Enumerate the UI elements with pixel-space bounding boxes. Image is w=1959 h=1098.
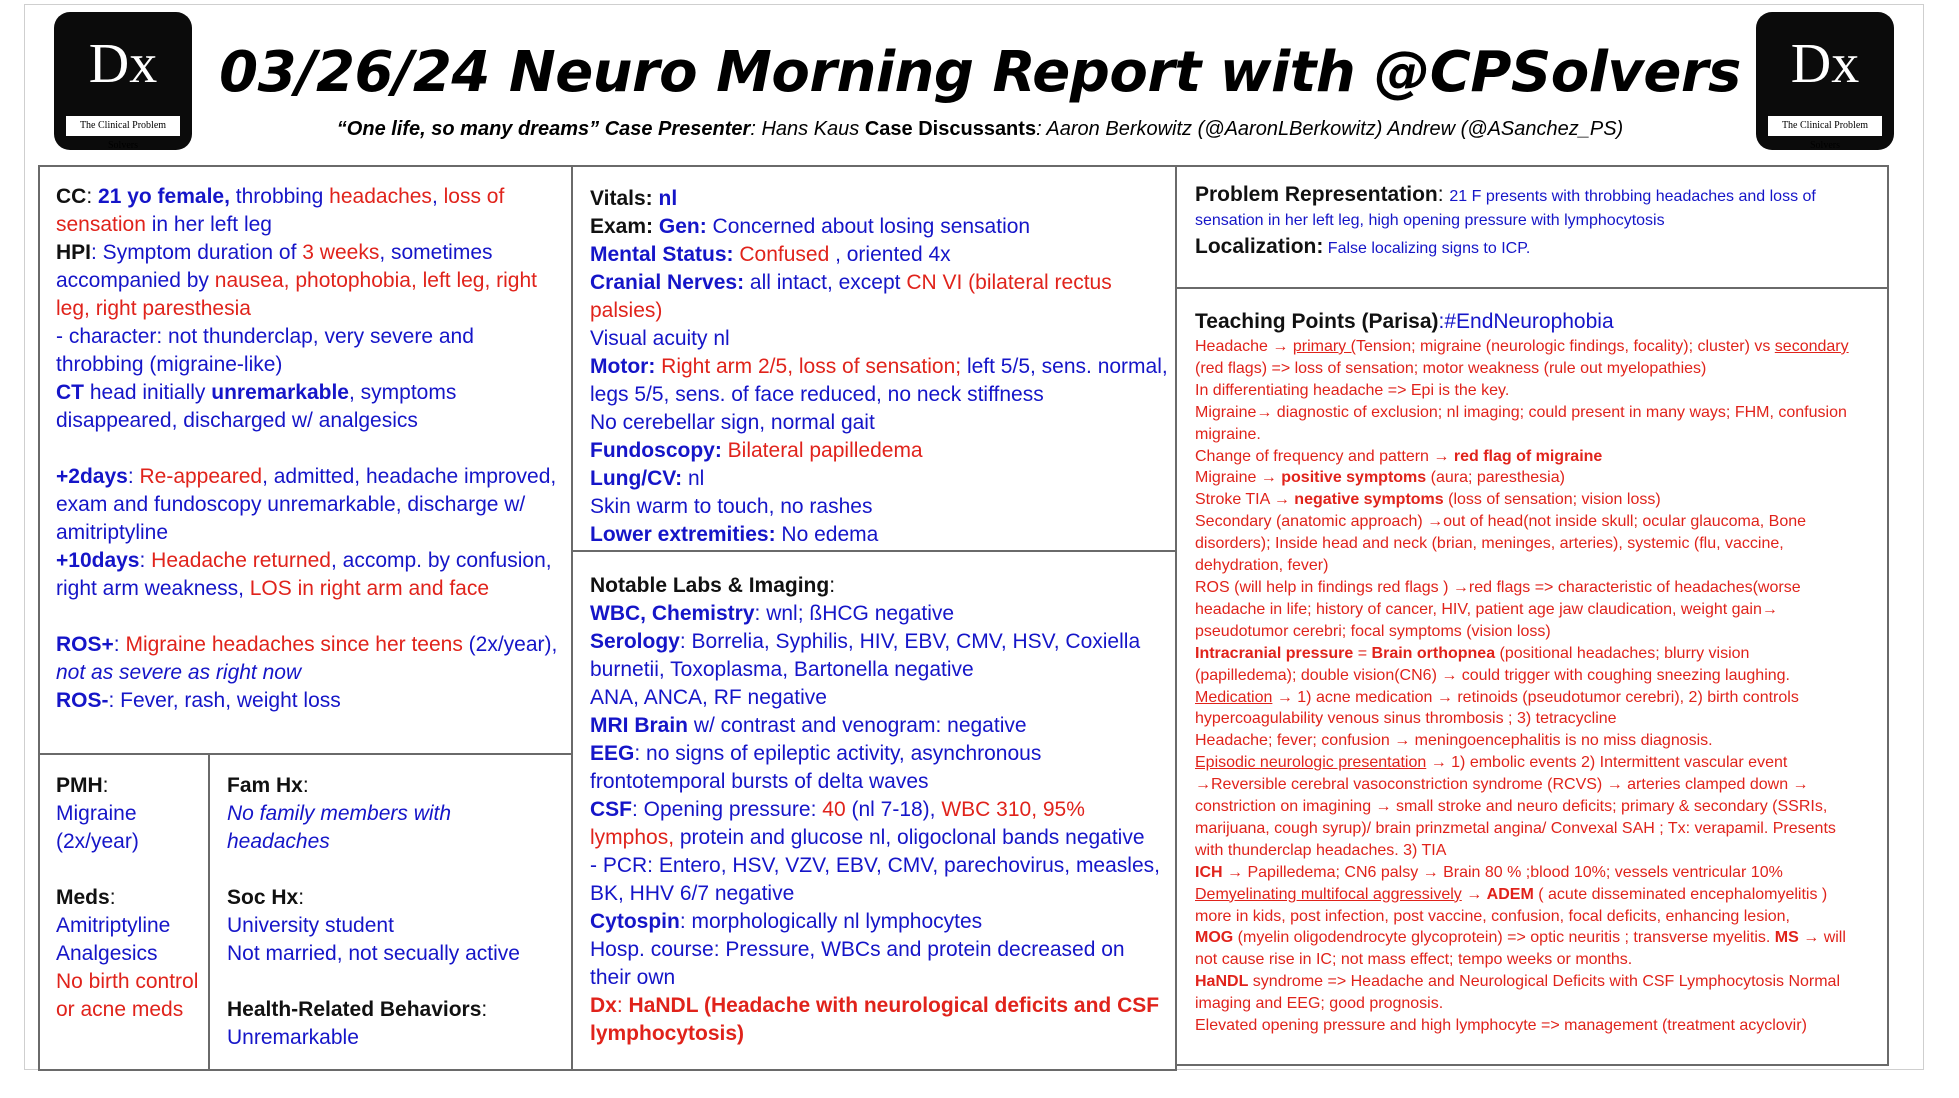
character-line: - character: not thunderclap, very severe and throbbing (migraine-like): [56, 325, 474, 376]
problem-representation-value: 21 F presents with throbbing headaches and loss of sensation in her left leg, high opening pressure with lymphocytosis: [1195, 188, 1816, 229]
teaching-point: Migraine→ diagnostic of exclusion; nl imaging; could present in many ways; FHM, confusion migraine.: [1195, 403, 1847, 443]
fundoscopy-label: Fundoscopy:: [590, 439, 722, 462]
logo-tagline: The Clinical Problem Solvers: [66, 116, 180, 136]
exam-label: Exam:: [590, 215, 654, 238]
localization-label: Localization:: [1195, 235, 1324, 258]
plus2-line: +2days: Re-appeared, admitted, headache improved, exam and fundoscopy unremarkable, discharge w/ amitriptyline: [56, 465, 557, 544]
case-title: “One life, so many dreams”: [336, 118, 600, 140]
logo-dx-text: Dx: [1790, 33, 1860, 95]
family-social-content: Fam Hx: No family members with headaches Soc Hx: University student Not married, not secually active Health-Related Behaviors: Unremarkable: [227, 772, 567, 1052]
teaching-point: Secondary (anatomic approach) →out of head(not inside skull; ocular glaucoma, Bone disorders); Inside head and neck (brian, meninges, arteries), systemic (flu, vaccine, dehydration, fever): [1195, 513, 1807, 575]
eeg-line: EEG: no signs of epileptic activity, asynchronous frontotemporal bursts of delta waves: [590, 742, 1042, 793]
problem-representation-line: Problem Representation: 21 F presents with throbbing headaches and loss of sensation in her left leg, high opening pressure with lymphocytosis: [1195, 183, 1816, 229]
cerebellar-line: No cerebellar sign, normal gait: [590, 411, 875, 434]
soc-hx-item-1: University student: [227, 914, 394, 937]
plus10-line: +10days: Headache returned, accomp. by confusion, right arm weakness, LOS in right arm and face: [56, 549, 552, 600]
cytospin-line: Cytospin: morphologically nl lymphocytes: [590, 910, 983, 933]
mental-status-line: Mental Status: Confused , oriented 4x: [590, 243, 951, 266]
cc-age-sex: 21 yo female,: [98, 185, 230, 208]
teaching-points-hashtag: :#EndNeurophobia: [1438, 310, 1614, 333]
soc-hx-item-2: Not married, not secually active: [227, 942, 520, 965]
teaching-point: Headache → primary (Tension; migraine (neurologic findings, focality); cluster) vs secondary (red flags) => loss of sensation; motor weakness (rule out myelopathies): [1195, 338, 1849, 377]
cranial-nerves-label: Cranial Nerves:: [590, 271, 745, 294]
teaching-point: ROS (will help in findings red flags ) →red flags => characteristic of headaches(worse headache in life; history of cancer, HIV, patient age jaw claudication, weight gain→ pseudotumor cerebri; focal symptoms (vision loss): [1195, 578, 1801, 640]
logo-dx-text: Dx: [88, 33, 158, 95]
teaching-point: Change of frequency and pattern → red flag of migraine: [1195, 447, 1603, 465]
logo-tagline: The Clinical Problem Solvers: [1768, 116, 1882, 136]
diagnosis-line: Dx: HaNDL (Headache with neurological deficits and CSF lymphocytosis): [590, 994, 1160, 1045]
soc-hx-label: Soc Hx: [227, 886, 299, 909]
ana-line: ANA, ANCA, RF negative: [590, 686, 827, 709]
csf-line: CSF: Opening pressure: 40 (nl 7-18), WBC 310, 95% lymphos, protein and glucose nl, oligoclonal bands negative: [590, 798, 1145, 849]
teaching-point: Migraine → positive symptoms (aura; paresthesia): [1195, 469, 1565, 487]
logo-left: [54, 12, 192, 150]
pmh-content: PMH: Migraine (2x/year) Meds: Amitriptyline Analgesics No birth control or acne meds: [56, 772, 206, 1024]
mri-line: MRI Brain w/ contrast and venogram: negative: [590, 714, 1027, 737]
health-behaviors-label: Health-Related Behaviors: [227, 998, 482, 1021]
ros-negative-line: ROS-: Fever, rash, weight loss: [56, 689, 341, 712]
vitals-line: Vitals: nl: [590, 187, 678, 210]
ros-positive-label: ROS+: [56, 633, 114, 656]
hpi-label: HPI: [56, 241, 92, 264]
diagnosis-label: Dx: [590, 994, 617, 1017]
teaching-point: Stroke TIA → negative symptoms (loss of sensation; vision loss): [1195, 491, 1661, 509]
teaching-point: Medication → 1) acne medication → retinoids (pseudotumor cerebri), 2) birth controls hypercoagulability venous sinus thrombosis ; 3) tetracycline: [1195, 688, 1799, 728]
fam-hx-value: No family members with headaches: [227, 802, 452, 853]
wbc-label: WBC, Chemistry: [590, 602, 755, 625]
meds-item-3: No birth control or acne meds: [56, 970, 199, 1021]
teaching-point: MOG (myelin oligodendrocyte glycoprotein) => optic neuritis ; transverse myelitis. MS → will not cause rise in IC; not mass effect; tempo weeks or months.: [1195, 929, 1846, 969]
ct-line: CT head initially unremarkable, symptoms disappeared, discharged w/ analgesics: [56, 381, 457, 432]
serology-line: Serology: Borrelia, Syphilis, HIV, EBV, CMV, HSV, Coxiella burnetii, Toxoplasma, Bartonella negative: [590, 630, 1141, 681]
teaching-point: Intracranial pressure = Brain orthopnea (positional headaches; blurry vision (papilledema); double vision(CN6) → could trigger with coughing sneezing laughing.: [1195, 644, 1790, 684]
teaching-points-label: Teaching Points (Parisa): [1195, 310, 1439, 333]
plus10-label: +10days: [56, 549, 140, 572]
meds-label: Meds: [56, 886, 110, 909]
skin-line: Skin warm to touch, no rashes: [590, 495, 873, 518]
fundoscopy-line: Fundoscopy: Bilateral papilledema: [590, 439, 923, 462]
exam-line: Exam: Gen: Concerned about losing sensation: [590, 215, 1031, 238]
presenter-label: Case Presenter: [604, 118, 751, 140]
labs-imaging-content: [590, 572, 1170, 1048]
problem-representation-content: [1195, 183, 1885, 263]
localization-value: False localizing signs to ICP.: [1323, 240, 1531, 257]
ros-positive-line: ROS+: Migraine headaches since her teens (2x/year), not as severe as right now: [56, 633, 558, 684]
pcr-line: - PCR: Entero, HSV, VZV, EBV, CMV, parechovirus, measles, BK, HHV 6/7 negative: [590, 854, 1160, 905]
pmh-value: Migraine (2x/year): [56, 802, 139, 853]
hpi-line: HPI: Symptom duration of 3 weeks, sometimes accompanied by nausea, photophobia, left leg, right leg, right paresthesia: [56, 241, 538, 320]
vitals-exam-content: [590, 185, 1170, 549]
lower-extremities-label: Lower extremities:: [590, 523, 776, 546]
labs-header: Notable Labs & Imaging:: [590, 574, 836, 597]
teaching-points-header: [1195, 308, 1885, 336]
meds-item-1: Amitriptyline: [56, 914, 171, 937]
page-subtitle: [200, 116, 1760, 142]
plus2-label: +2days: [56, 465, 128, 488]
page-title: 03/26/24 Neuro Morning Report with @CPSolvers: [219, 40, 1741, 105]
hospital-course-line: Hosp. course: Pressure, WBCs and protein decreased on their own: [590, 938, 1125, 989]
eeg-label: EEG: [590, 742, 635, 765]
discussant-1: : Aaron Berkowitz (@AaronLBerkowitz: [1036, 118, 1376, 140]
lung-cv-label: Lung/CV:: [590, 467, 683, 490]
teaching-point: Episodic neurologic presentation → 1) embolic events 2) Intermittent vascular event →Reversible cerebral vasoconstriction syndrome (RCVS) → arteries clamped down → constriction on imagining → small stroke and neuro deficits; primary & secondary (SSRIs, marijuana, cough syrup)/ brain prinzmetal angina/ Convexal SAH ; Tx: verapamil. Presents with thunderclap headaches. 3) TIA: [1195, 754, 1836, 859]
lung-cv-line: Lung/CV: nl: [590, 467, 705, 490]
presenter-name: : Hans Kaus: [750, 118, 860, 140]
serology-label: Serology: [590, 630, 680, 653]
ros-negative-label: ROS-: [56, 689, 109, 712]
localization-line: [1195, 233, 1885, 263]
teaching-point: HaNDL syndrome => Headache and Neurological Deficits with CSF Lymphocytosis Normal imaging and EEG; good prognosis.: [1195, 973, 1841, 1013]
mental-status-label: Mental Status:: [590, 243, 734, 266]
cc-hpi-content: [56, 183, 561, 715]
motor-line: Motor: Right arm 2/5, loss of sensation; left 5/5, sens. normal, legs 5/5, sens. of face reduced, no neck stiffness: [590, 355, 1168, 406]
problem-representation-label: Problem Representation: [1195, 183, 1438, 206]
discussant-2: Andrew (@ASanchez_PS): [1382, 118, 1624, 140]
health-behaviors-value: Unremarkable: [227, 1026, 359, 1049]
cc-line: CC: 21 yo female, throbbing headaches, loss of sensation in her left leg: [56, 185, 505, 236]
discussants-label: Case Discussants: [864, 118, 1037, 140]
teaching-point: In differentiating headache => Epi is the key.: [1195, 381, 1510, 399]
discussant-1-close: ): [1375, 118, 1383, 140]
teaching-point: Elevated opening pressure and high lymphocyte => management (treatment acyclovir): [1195, 1017, 1807, 1035]
teaching-point: Headache; fever; confusion → meningoencephalitis is no miss diagnosis.: [1195, 732, 1713, 750]
teaching-point: Demyelinating multifocal aggressively → ADEM ( acute disseminated encephalomyelitis ) more in kids, post infection, post vaccine, confusion, focal deficits, enhancing lesion,: [1195, 885, 1828, 925]
lower-extremities-line: Lower extremities: No edema: [590, 523, 879, 546]
pmh-label: PMH: [56, 774, 103, 797]
visual-acuity-line: Visual acuity nl: [590, 327, 730, 350]
logo-right: [1756, 12, 1894, 150]
mri-label: MRI Brain: [590, 714, 689, 737]
cytospin-label: Cytospin: [590, 910, 680, 933]
csf-label: CSF: [590, 798, 632, 821]
vitals-label: Vitals:: [590, 187, 653, 210]
ct-label: CT: [56, 381, 84, 404]
teaching-point: ICH → Papilledema; CN6 palsy → Brain 80 % ;blood 10%; vessels ventricular 10%: [1195, 863, 1783, 881]
cc-label: CC: [56, 185, 87, 208]
fam-hx-label: Fam Hx: [227, 774, 303, 797]
motor-label: Motor:: [590, 355, 656, 378]
cranial-nerves-line: Cranial Nerves: all intact, except CN VI (bilateral rectus palsies): [590, 271, 1112, 322]
meds-item-2: Analgesics: [56, 942, 158, 965]
wbc-line: WBC, Chemistry: wnl; ßHCG negative: [590, 602, 955, 625]
diagnosis-value: HaNDL (Headache with neurological deficits and CSF lymphocytosis): [590, 994, 1160, 1045]
teaching-points-content: [1195, 336, 1855, 1037]
